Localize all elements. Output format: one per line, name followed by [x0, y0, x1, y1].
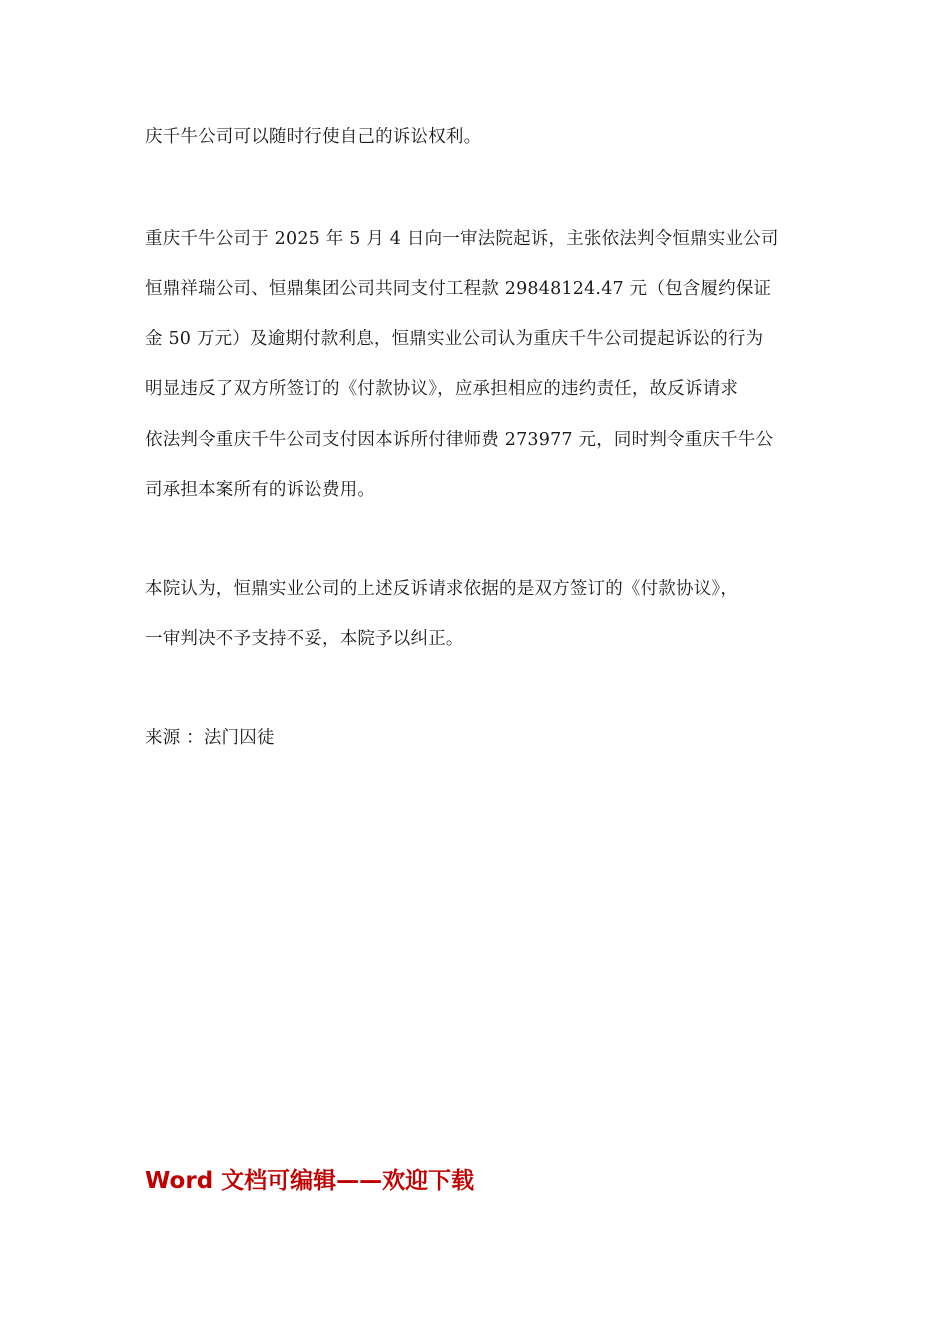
paragraph-2-line-4: 明显违反了双方所签订的《付款协议》，应承担相应的违约责任，故反诉请求 — [145, 379, 739, 399]
paragraph-2-line-5: 依法判令重庆千牛公司支付因本诉所付律师费 273977 元，同时判令重庆千牛公 — [145, 430, 774, 450]
paragraph-2-line-1: 重庆千牛公司于 2025 年 5 月 4 日向一审法院起诉，主张依法判令恒鼎实业公司 — [145, 229, 779, 249]
paragraph-3-line-1: 本院认为，恒鼎实业公司的上述反诉请求依据的是双方签订的《付款协议》， — [145, 579, 739, 599]
source-line: 来源 ：法门囚徒 — [145, 728, 275, 748]
footer-note: Word 文档可编辑——欢迎下载 — [145, 1168, 475, 1194]
paragraph-2-line-2: 恒鼎祥瑞公司、恒鼎集团公司共同支付工程款 29848124.47 元（包含履约保证 — [145, 279, 772, 299]
paragraph-2-line-3: 金 50 万元）及逾期付款利息，恒鼎实业公司认为重庆千牛公司提起诉讼的行为 — [145, 329, 764, 349]
paragraph-3-line-2: 一审判决不予支持不妥，本院予以纠正。 — [145, 629, 464, 649]
paragraph-2-line-6: 司承担本案所有的诉讼费用。 — [145, 480, 376, 500]
paragraph-1-line-1: 庆千牛公司可以随时行使自己的诉讼权利。 — [145, 127, 482, 147]
